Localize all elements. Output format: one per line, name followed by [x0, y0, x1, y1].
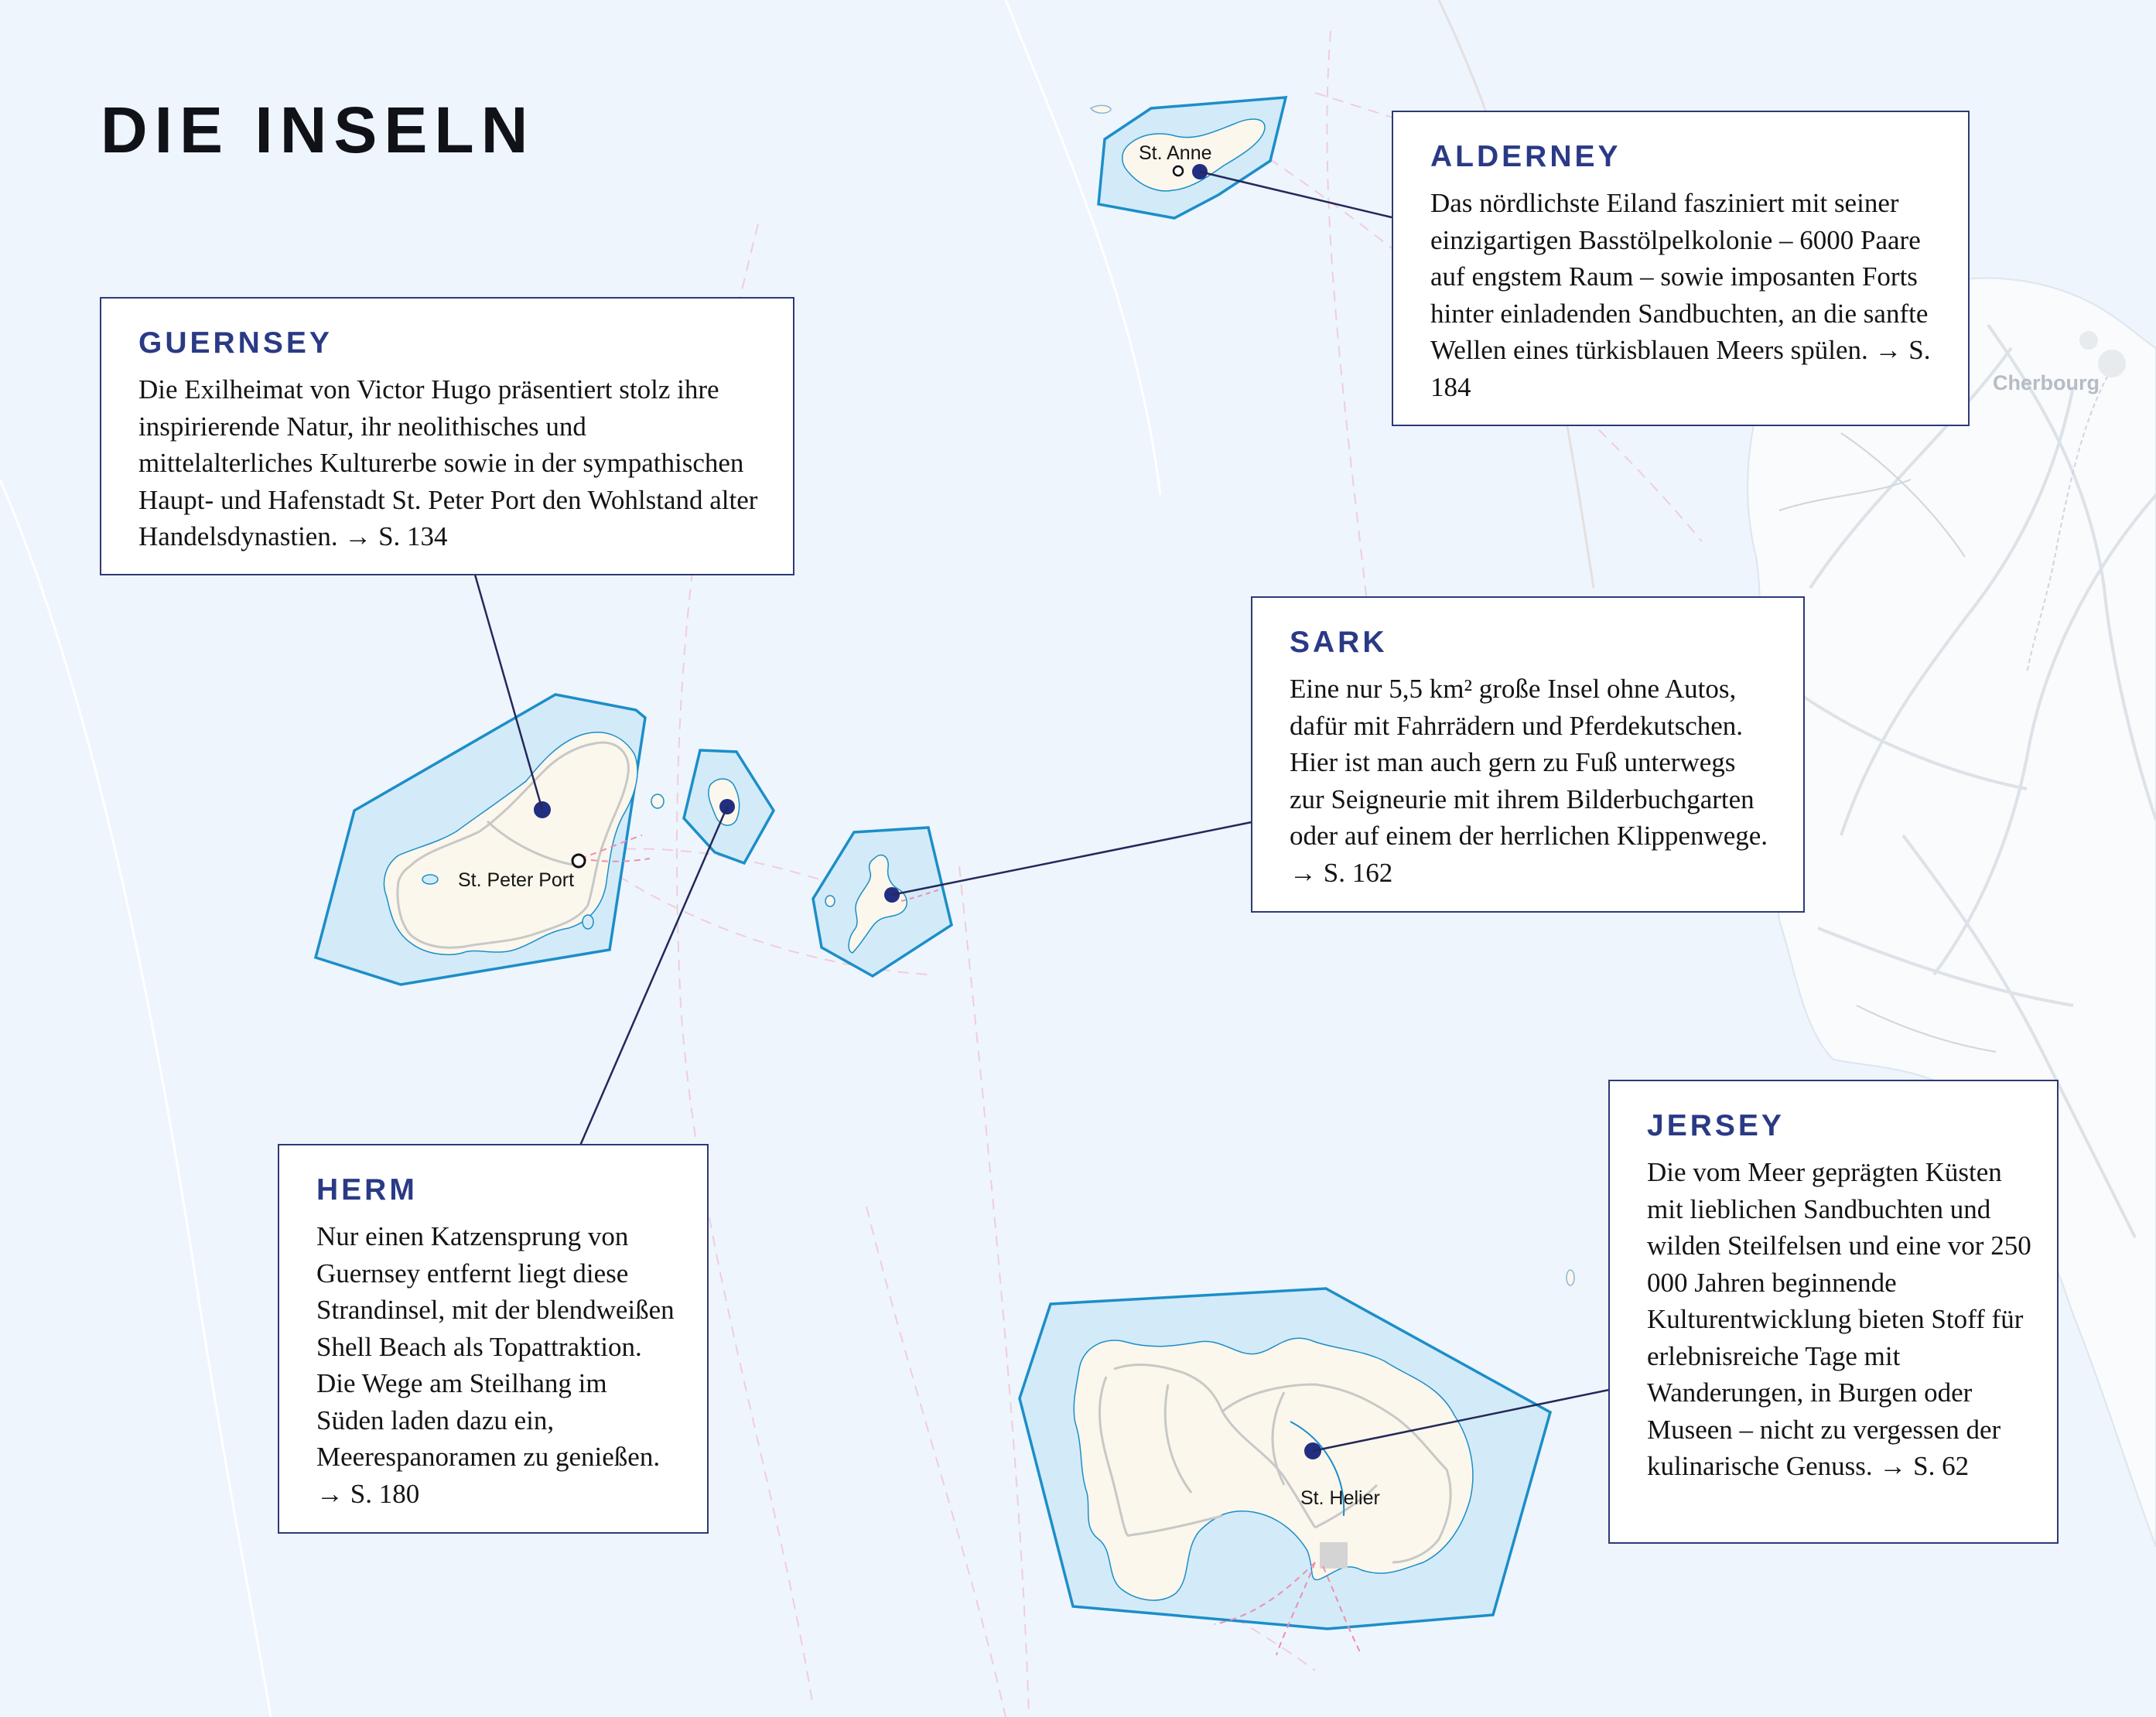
sark-card [1251, 596, 1805, 913]
sark-description: Eine nur 5,5 km² große Insel ohne Autos, dafür mit Fahrrädern und Pferdekutschen. Hier ist man auch gern zu Fuß unterwegs zur Seigneurie mit ihrem Bilderbuchgarten oder auf einem der herrlichen Klippenwege. → S. 162 [1290, 674, 1768, 888]
guernsey-card [100, 297, 794, 575]
herm-heading: HERM [316, 1173, 418, 1207]
st-helier-label: St. Helier [1300, 1487, 1380, 1509]
cherbourg-label: Cherbourg [1993, 371, 2100, 394]
st-peter-port-marker [572, 855, 585, 867]
st-anne-town-marker [1174, 166, 1183, 176]
alderney-heading: ALDERNEY [1430, 140, 1621, 173]
guernsey-description: Die Exilheimat von Victor Hugo präsentiert stolz ihre inspirierende Natur, ihr neolithisches und mittelalterliches Kulturerbe sowie in der sympathischen Haupt- und Hafenstadt St. Peter Port den Wohlstand alter Handelsdynastien. → S. 134 [138, 374, 758, 551]
guernsey-heading: GUERNSEY [138, 326, 333, 360]
jersey-card [1608, 1080, 2059, 1544]
alderney-card [1392, 111, 1970, 426]
herm-card [278, 1144, 709, 1534]
alderney-description: Das nördlichste Eiland fasziniert mit seiner einzigartigen Basstölpelkolonie – 6000 Paare auf engstem Raum – sowie imposanten Forts hinter einladenden Sandbuchten, an die sanfte Wellen eines türkisblauen Meers spülen. → S. 184 [1430, 188, 1931, 402]
st-peter-port-label: St. Peter Port [458, 869, 575, 891]
jersey-description: Die vom Meer geprägten Küsten mit lieblichen Sandbuchten und wilden Steilfelsen und eine vor 250 000 Jahren beginnende Kulturentwicklung bieten Stoff für erlebnisreiche Tage mit Wanderungen, in Burgen oder Museen – nicht zu vergessen der kulinarische Genuss. → S. 62 [1647, 1157, 2031, 1481]
sark-heading: SARK [1290, 626, 1388, 659]
st-anne-label: St. Anne [1139, 142, 1212, 164]
jersey-heading: JERSEY [1647, 1109, 1785, 1142]
st-helier-urban [1320, 1542, 1348, 1569]
herm-description: Nur einen Katzensprung von Guernsey entfernt liegt diese Strandinsel, mit der blendweißen Shell Beach als Topattraktion. Die Wege am Steilhang im Süden laden dazu ein, Meerespanoramen zu genießen. → S. 180 [316, 1221, 675, 1509]
page-title: DIE INSELN [101, 94, 535, 166]
